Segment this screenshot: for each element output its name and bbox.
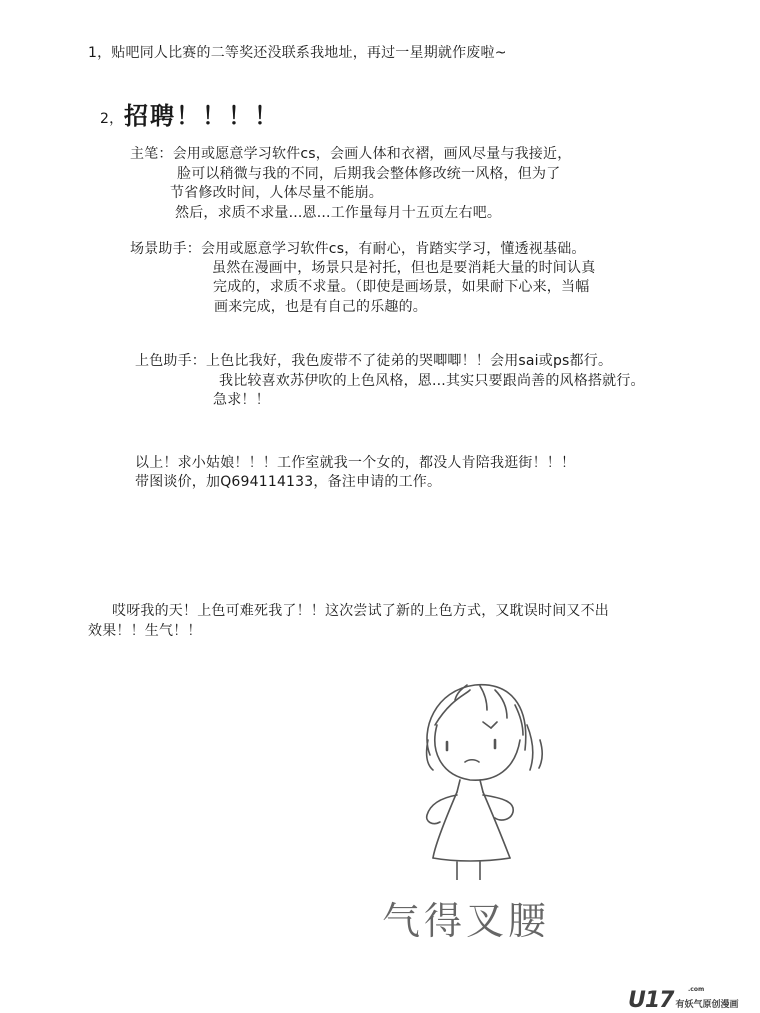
handwritten-caption [378,890,568,950]
complaint-line-1: 哎呀我的天！上色可难死我了！！这次尝试了新的上色方式，又耽误时间又不出 [112,603,609,619]
complaint-line-2: 效果！！生气！！ [88,623,202,639]
color-assistant-line-1: 上色助手：上色比我好，我色废带不了徒弟的哭唧唧！！会用sai或ps都行。 [135,353,613,369]
recruit-title: 招聘！！！！ [124,102,280,130]
main-artist-line-4: 然后，求质不求量...恩...工作量每月十五页左右吧。 [175,205,502,221]
scene-assistant-line-2: 虽然在漫画中，场景只是衬托，但也是要消耗大量的时间认真 [212,260,596,276]
closing-line-1: 以上！求小姑娘！！！工作室就我一个女的，都没人肯陪我逛街！！！ [135,455,576,471]
color-assistant-line-2: 我比较喜欢苏伊吹的上色风格，恩...其实只要跟尚善的风格搭就行。 [219,373,645,389]
main-artist-line-2: 脸可以稍微与我的不同，后期我会整体修改统一风格，但为了 [177,166,561,182]
note-line-1: 1，贴吧同人比赛的二等奖还没联系我地址，再过一星期就作废啦~ [88,45,507,61]
closing-line-2: 带图谈价，加Q694114133，备注申请的工作。 [135,474,442,490]
logo-com: .com [688,986,705,993]
scene-assistant-line-3: 完成的，求质不求量。（即使是画场景，如果耐下心来，当幅 [213,279,590,295]
u17-logo [628,988,739,1013]
logo-text: U17 [628,988,674,1013]
caption-text: 气得叉腰 [382,899,551,943]
main-artist-line-1: 主笔：会用或愿意学习软件cs，会画人体和衣褶，画风尽量与我接近， [130,146,572,162]
main-artist-line-3: 节省修改时间，人体尽量不能崩。 [170,185,383,201]
item-number-2: 2， [100,111,124,127]
color-assistant-line-3: 急求！！ [213,392,270,408]
angry-girl-doodle [395,670,565,880]
scene-assistant-line-1: 场景助手：会用或愿意学习软件cs，有耐心，肯踏实学习，懂透视基础。 [130,241,586,257]
logo-tag: 有妖气原创漫画 [675,1000,739,1010]
scene-assistant-line-4: 画来完成，也是有自己的乐趣的。 [214,299,427,315]
